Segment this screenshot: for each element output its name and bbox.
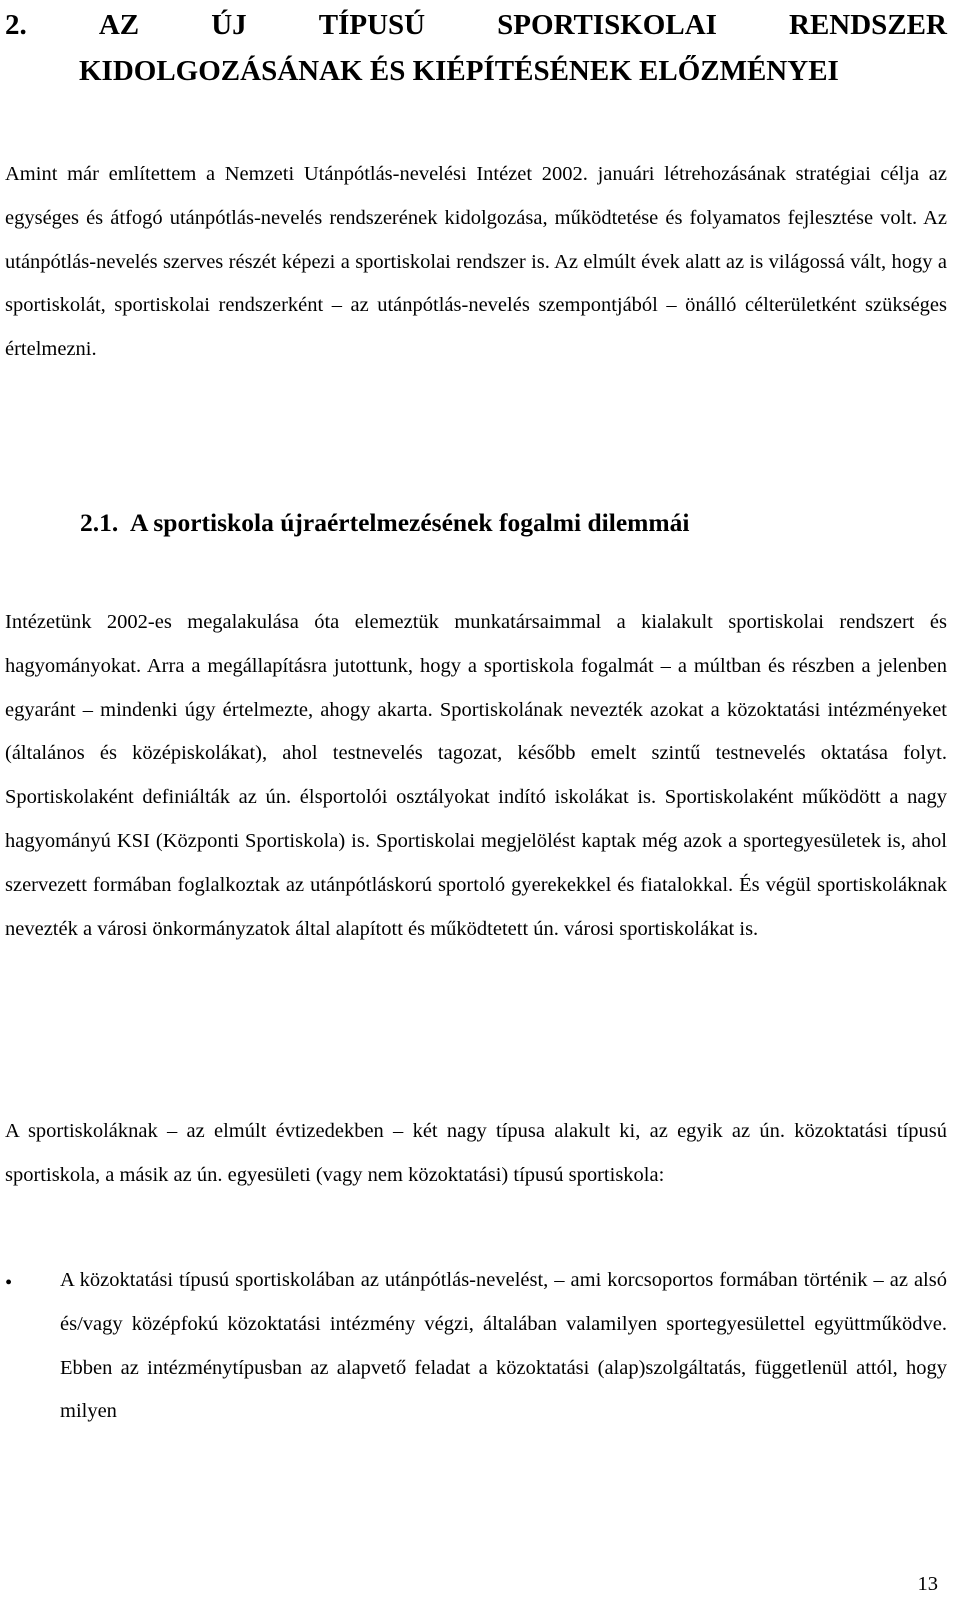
chapter-heading-word: ÚJ: [211, 9, 247, 41]
chapter-heading-word: AZ: [98, 9, 140, 41]
body-paragraph: Intézetünk 2002-es megalakulása óta elemeztük munkatársaimmal a kialakult sportiskolai rendszert és hagyományokat. Arra a megállapításra jutottunk, hogy a sportiskola fogalmát – a múltban és részben a jelenben egyaránt – mindenki úgy értelmezte, ahogy akarta. Sportiskolának nevezték azokat a közoktatási intézményeket (általános és középiskolákat), ahol testnevelés tagozat, később emelt szintű testnevelés oktatása folyt. Sportiskolaként definiálták az ún. élsportolói osztályokat indító iskolákat is. Sportiskolaként működött a nagy hagyományú KSI (Központi Sportiskola) is. Sportiskolai megjelölést kaptak még azok a sportegyesületek is, ahol szervezett formában foglalkoztak az utánpótláskorú sportoló gyerekekkel és fiatalokkal. És végül sportiskoláknak nevezték a városi önkormányzatok által alapított és működtetett ún. városi sportiskolákat is.: [5, 611, 947, 940]
body-paragraph: A sportiskoláknak – az elmúlt évtizedekben – két nagy típusa alakult ki, az egyik az ún. közoktatási típusú sportiskola, a másik az ún. egyesületi (vagy nem közoktatási) típusú sportiskola:: [5, 1120, 947, 1186]
section-heading: [80, 503, 689, 543]
bullet-icon: •: [5, 1272, 13, 1294]
section-title: A sportiskola újraértelmezésének fogalmi dilemmái: [130, 508, 690, 537]
list-item-text: A közoktatási típusú sportiskolában az utánpótlás-nevelést, – ami korcsoportos formában történik – az alsó és/vagy középfokú közoktatási intézmény végzi, általában valamilyen sportegyesülettel együttműködve. Ebben az intézménytípusban az alapvető feladat a közoktatási (alap)szolgáltatás, függetlenül attól, hogy milyen: [60, 1269, 947, 1423]
chapter-heading-word: TÍPUSÚ: [318, 9, 426, 41]
chapter-heading: [5, 2, 947, 94]
section-number: 2.1.: [80, 508, 119, 537]
chapter-heading-word: SPORTISKOLAI: [497, 9, 717, 41]
chapter-heading-line-2: KIDOLGOZÁSÁNAK ÉS KIÉPÍTÉSÉNEK ELŐZMÉNYEI: [79, 55, 839, 87]
chapter-heading-line-1: [5, 2, 947, 48]
intro-paragraph: Amint már említettem a Nemzeti Utánpótlás-nevelési Intézet 2002. januári létrehozásának stratégiai célja az egységes és átfogó utánpótlás-nevelés rendszerének kidolgozása, működtetése és folyamatos fejlesztése volt. Az utánpótlás-nevelés szerves részét képezi a sportiskolai rendszer is. Az elmúlt évek alatt az is világossá vált, hogy a sportiskolát, sportiskolai rendszerként – az utánpótlás-nevelés szempontjából – önálló célterületként szükséges értelmezni.: [5, 163, 947, 361]
chapter-heading-word: 2.: [5, 9, 27, 41]
chapter-heading-word: RENDSZER: [789, 9, 947, 41]
page-number: 13: [917, 1573, 938, 1595]
